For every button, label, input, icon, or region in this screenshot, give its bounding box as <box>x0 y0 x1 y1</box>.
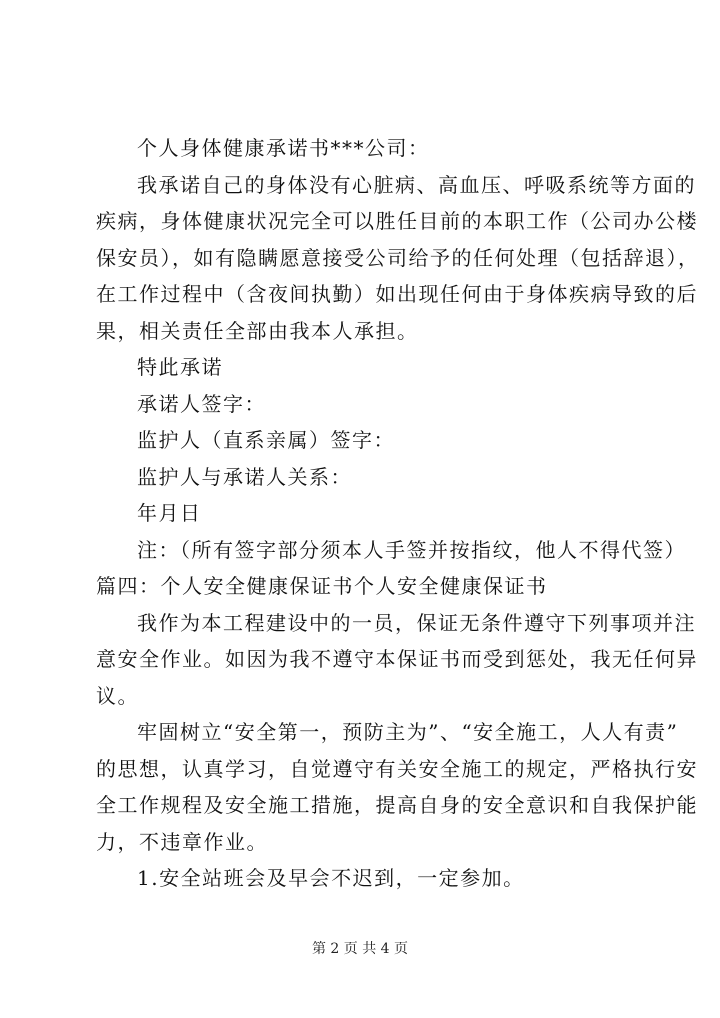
guardian-signature-line: 监护人（直系亲属）签字： <box>137 428 395 452</box>
title-line: 个人身体健康承诺书***公司： <box>137 136 430 160</box>
date-line: 年月日 <box>137 501 202 525</box>
note-line: 注：（所有签字部分须本人手签并按指纹，他人不得代签） <box>137 537 686 562</box>
signature-line: 承诺人签字： <box>137 391 266 416</box>
relationship-line: 监护人与承诺人关系： <box>137 464 352 489</box>
paragraph-line: 意安全作业。如因为我不遵守本保证书而受到惩处，我无任何异 <box>96 647 698 671</box>
page-number-footer: 第 2 页 共 4 页 <box>311 941 409 957</box>
paragraph-line: 的思想，认真学习，自觉遵守有关安全施工的规定，严格执行安 <box>96 756 698 781</box>
paragraph-line: 议。 <box>96 683 139 708</box>
closing-line: 特此承诺 <box>137 355 223 379</box>
paragraph-line: 牢固树立“安全第一，预防主为”、“安全施工，人人有责” <box>137 720 679 744</box>
paragraph-line: 果，相关责任全部由我本人承担。 <box>96 318 419 343</box>
paragraph-line: 全工作规程及安全施工措施，提高自身的安全意识和自我保护能 <box>96 793 698 817</box>
paragraph-line: 我承诺自己的身体没有心脏病、高血压、呼吸系统等方面的 <box>137 172 696 197</box>
paragraph-line: 在工作过程中（含夜间执勤）如出现任何由于身体疾病导致的后 <box>96 282 698 306</box>
section-heading: 篇四：个人安全健康保证书个人安全健康保证书 <box>96 574 548 598</box>
document-body <box>96 130 700 897</box>
paragraph-line: 我作为本工程建设中的一员，保证无条件遵守下列事项并注 <box>137 610 696 635</box>
paragraph-line: 力，不违章作业。 <box>96 829 268 854</box>
paragraph-line: 保安员），如有隐瞒愿意接受公司给予的任何处理（包括辞退）， <box>96 245 700 270</box>
paragraph-line: 疾病，身体健康状况完全可以胜任目前的本职工作（公司办公楼 <box>96 209 698 233</box>
list-item: 1.安全站班会及早会不迟到，一定参加。 <box>137 866 525 890</box>
